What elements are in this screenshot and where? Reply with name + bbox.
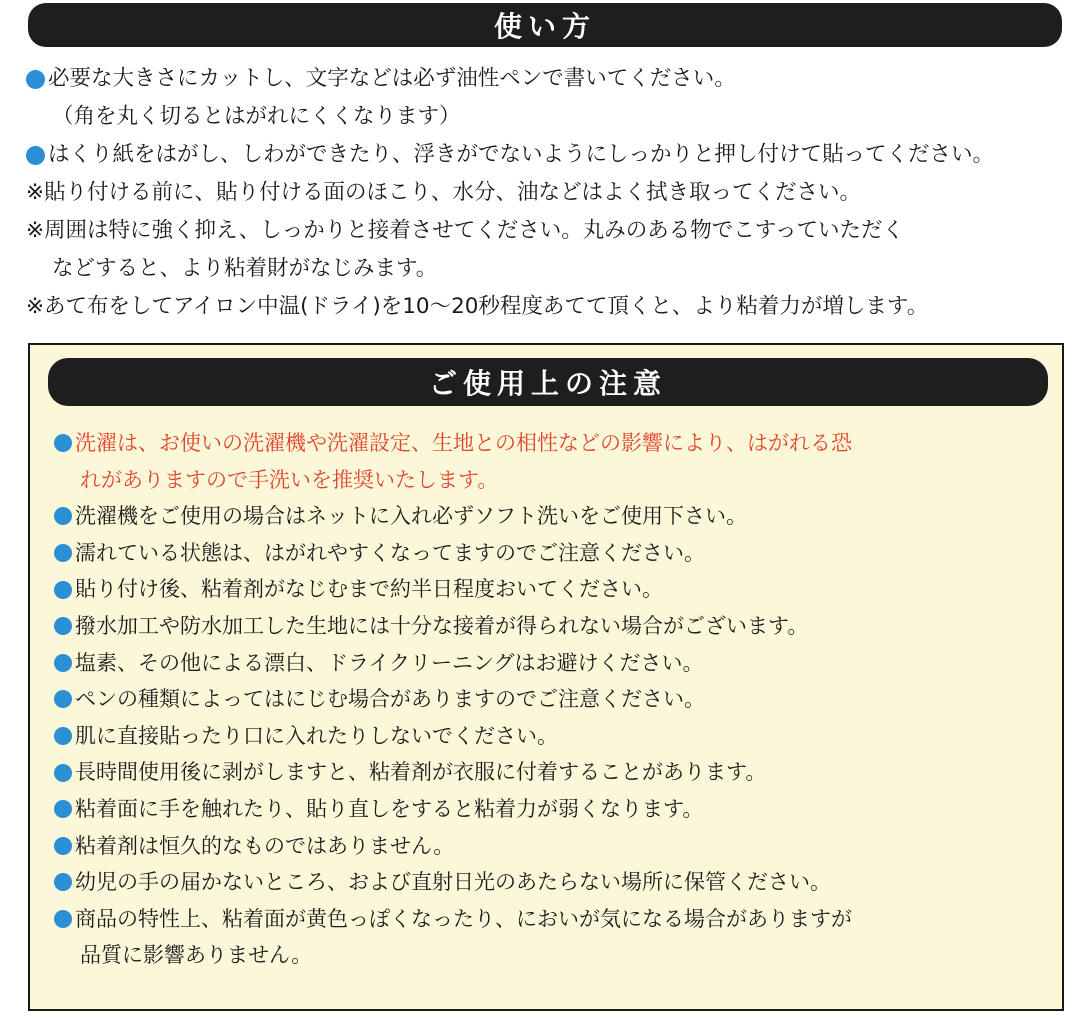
caution-line: [54, 535, 1064, 572]
caution-text: 撥水加工や防水加工した生地には十分な接着が得られない場合がございます。: [75, 613, 809, 638]
usage-line: [26, 136, 1071, 174]
blue-dot-icon: [54, 654, 72, 672]
caution-text: 肌に直接貼ったり口に入れたりしないでください。: [75, 723, 558, 748]
usage-line: [26, 250, 1071, 288]
caution-section: [28, 343, 1064, 1011]
blue-dot-icon: [54, 434, 72, 452]
blue-dot-icon: [54, 800, 72, 818]
caution-header: [48, 358, 1048, 406]
caution-text: ペンの種類によってはにじむ場合がありますのでご注意ください。: [75, 687, 705, 712]
blue-dot-icon: [54, 910, 72, 928]
blue-dot-icon: [54, 581, 72, 599]
usage-line: [26, 174, 1071, 212]
caution-text: れがありますので手洗いを推奨いたします。: [80, 467, 499, 492]
caution-line: [54, 864, 1064, 901]
blue-dot-icon: [54, 727, 72, 745]
caution-text: 洗濯は、お使いの洗濯機や洗濯設定、生地との相性などの影響により、はがれる恐: [75, 431, 852, 455]
usage-line: [26, 98, 1071, 136]
caution-text: 幼児の手の届かないところ、および直射日光のあたらない場所に保管ください。: [75, 870, 831, 895]
usage-text: ※貼り付ける前に、貼り付ける面のほこり、水分、油などはよく拭き取ってください。: [26, 180, 862, 205]
caution-line: [54, 498, 1064, 535]
usage-line: [26, 288, 1071, 326]
caution-line: [54, 608, 1064, 645]
blue-dot-icon: [54, 507, 72, 525]
caution-text: 商品の特性上、粘着面が黄色っぽくなったり、においが気になる場合がありますが: [75, 906, 852, 931]
caution-text: 貼り付け後、粘着剤がなじむまで約半日程度おいてください。: [75, 577, 663, 602]
caution-text: 粘着剤は恒久的なものではありません。: [75, 833, 455, 858]
caution-line: [54, 791, 1064, 828]
blue-dot-icon: [54, 690, 72, 708]
blue-dot-icon: [54, 873, 72, 891]
blue-dot-icon: [26, 70, 45, 89]
caution-text: 濡れている状態は、はがれやすくなってますのでご注意ください。: [75, 540, 705, 565]
usage-text: などすると、より粘着財がなじみます。: [52, 256, 438, 281]
caution-line: [54, 645, 1064, 682]
caution-line: [54, 718, 1064, 755]
caution-text: 洗濯機をご使用の場合はネットに入れ必ずソフト洗いをご使用下さい。: [75, 504, 747, 529]
blue-dot-icon: [54, 544, 72, 562]
caution-line-warning: [54, 462, 1064, 499]
caution-line-warning: [54, 425, 1064, 462]
caution-line: [54, 937, 1064, 974]
caution-text: 粘着面に手を触れたり、貼り直しをすると粘着力が弱くなります。: [75, 796, 704, 821]
blue-dot-icon: [26, 146, 45, 165]
usage-title: 使い方: [493, 10, 596, 43]
usage-text: （角を丸く切るとはがれにくくなります）: [52, 104, 461, 129]
caution-line: [54, 754, 1064, 791]
blue-dot-icon: [54, 617, 72, 635]
blue-dot-icon: [54, 837, 72, 855]
usage-text: ※周囲は特に強く抑え、しっかりと接着させてください。丸みのある物でこすっていただく: [26, 218, 905, 243]
usage-header: [28, 3, 1062, 47]
usage-line: [26, 212, 1071, 250]
usage-line: [26, 60, 1071, 98]
caution-text: 品質に影響ありません。: [80, 943, 313, 968]
caution-line: [54, 901, 1064, 938]
caution-line: [54, 828, 1064, 865]
caution-text: 長時間使用後に剥がしますと、粘着剤が衣服に付着することがあります。: [75, 760, 767, 785]
usage-text: はくり紙をはがし、しわができたり、浮きがでないようにしっかりと押し付けて貼ってください。: [48, 142, 995, 167]
caution-text: 塩素、その他による漂白、ドライクリーニングはお避けください。: [75, 650, 704, 675]
caution-line: [54, 681, 1064, 718]
caution-title: ご使用上の注意: [428, 367, 667, 400]
usage-text: ※あて布をしてアイロン中温(ドライ)を10～20秒程度あてて頂くと、より粘着力が増します。: [26, 294, 929, 319]
blue-dot-icon: [54, 764, 72, 782]
usage-section: [26, 60, 1071, 326]
caution-line: [54, 571, 1064, 608]
caution-list: [54, 425, 1064, 974]
usage-text: 必要な大きさにカットし、文字などは必ず油性ペンで書いてください。: [48, 66, 736, 91]
